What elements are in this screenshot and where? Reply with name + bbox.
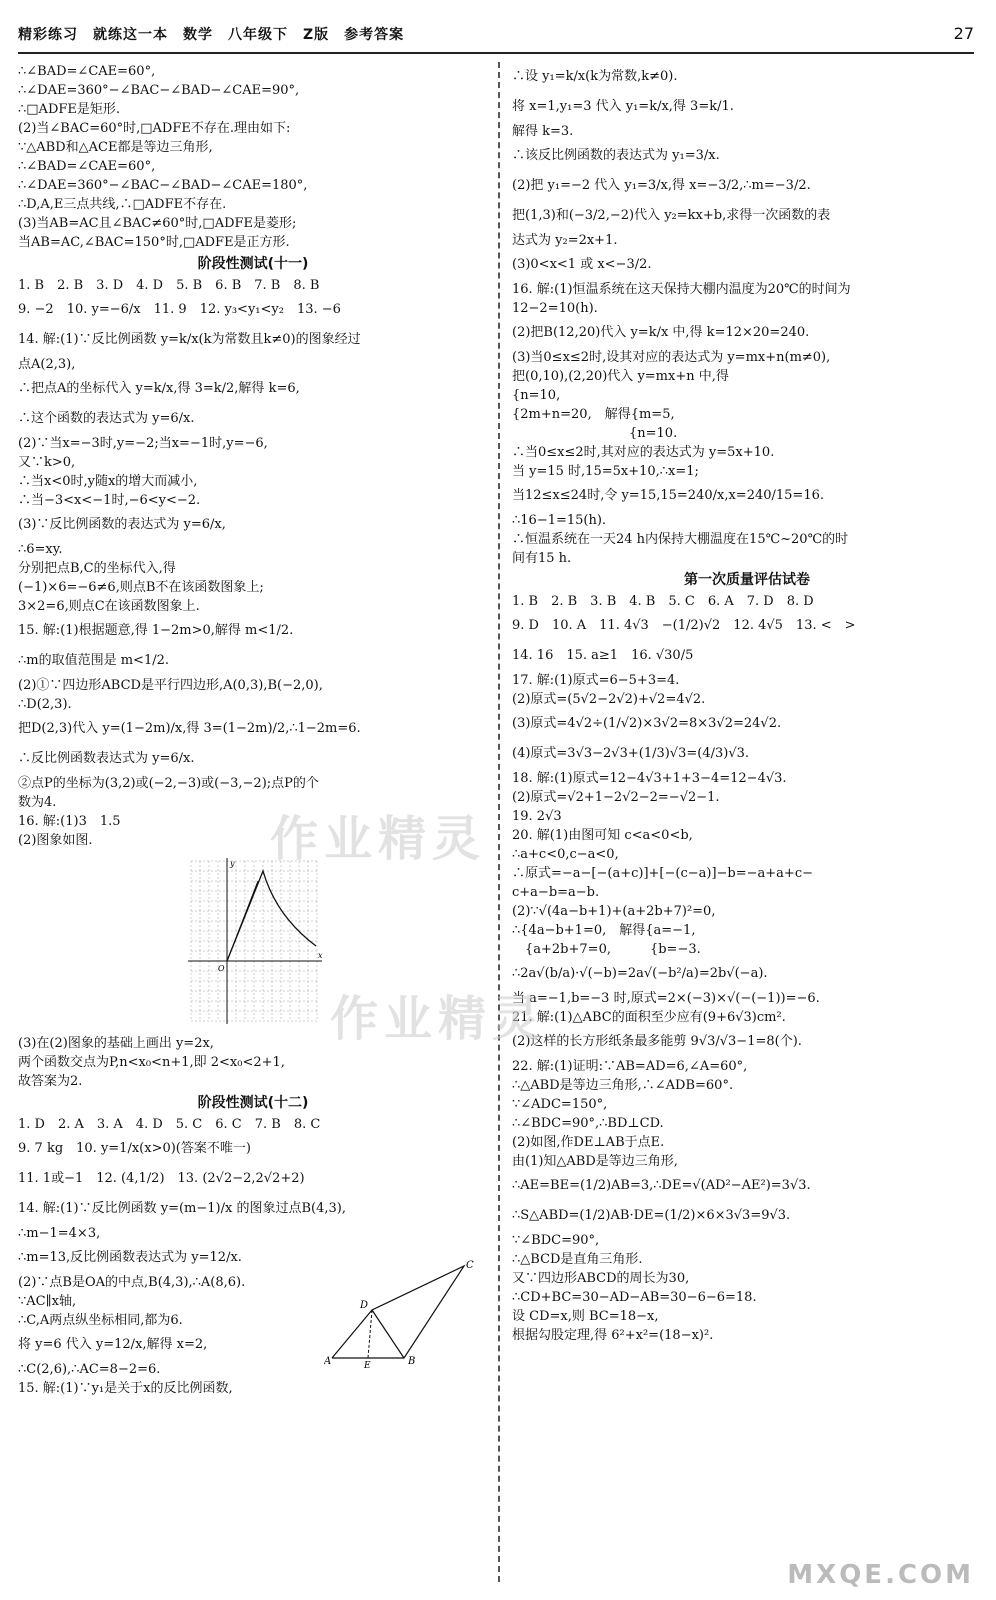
answer-line: ∴∠BAD=∠CAE=60°,	[18, 64, 156, 79]
section-title: 阶段性测试(十二)	[197, 1095, 309, 1111]
answer-line: ∴AE=BE=(1/2)AB=3,∴DE=√(AD²−AE²)=3√3.	[512, 1178, 811, 1193]
answer-line: (2)∵点B是OA的中点,B(4,3),∴A(8,6).	[18, 1275, 246, 1290]
answer-line: ∴m−1=4×3,	[18, 1226, 101, 1241]
answer-line: (4)原式=3√3−2√3+(1/3)√3=(4/3)√3.	[512, 746, 750, 761]
answer-line: (2)把 y₁=−2 代入 y₁=3/x,得 x=−3/2,∴m=−3/2.	[512, 178, 811, 193]
answer-line: ∴6=xy.	[18, 542, 63, 557]
axis-label-y: y	[230, 859, 235, 868]
answer-line: 15. 解:(1)根据题意,得 1−2m>0,解得 m<1/2.	[18, 623, 294, 638]
answer-line: 18. 解:(1)原式=12−4√3+1+3−4=12−4√3.	[512, 771, 787, 786]
answer-line: 将 x=1,y₁=3 代入 y₁=k/x,得 3=k/1.	[512, 99, 734, 114]
answer-line: 9. −2 10. y=−6/x 11. 9 12. y₃<y₁<y₂ 13. −6	[18, 302, 341, 317]
answer-line: (2)∵当x=−3时,y=−2;当x=−1时,y=−6,	[18, 436, 268, 451]
altitude-de	[368, 1310, 372, 1358]
answer-line: 把(0,10),(2,20)代入 y=mx+n 中,得	[512, 369, 729, 384]
answer-line: 间有15 h.	[512, 551, 572, 566]
axis-label-x: x	[318, 951, 323, 960]
section-title: 阶段性测试(十一)	[197, 256, 309, 272]
answer-line: 把D(2,3)代入 y=(1−2m)/x,得 3=(1−2m)/2,∴1−2m=6.	[18, 721, 361, 736]
answer-line: 两个函数交点为P,n<x₀<n+1,即 2<x₀<2+1,	[18, 1055, 285, 1070]
answer-line: {a+2b+7=0, {b=−3.	[512, 942, 701, 957]
answer-line: (3)当AB=AC且∠BAC≠60°时,□ADFE是菱形;	[18, 216, 297, 231]
label-c: C	[466, 1260, 474, 1271]
answer-line: 根据勾股定理,得 6²+x²=(18−x)².	[512, 1328, 714, 1343]
function-graph	[186, 856, 326, 1026]
answer-line: (−1)×6=−6≠6,则点B不在该函数图象上;	[18, 580, 264, 595]
answer-line: ∴CD+BC=30−AD−AB=30−6−6=18.	[512, 1290, 757, 1305]
answer-line: 解得 k=3.	[512, 124, 574, 139]
answer-line: ∴C(2,6),∴AC=8−2=6.	[18, 1362, 161, 1377]
answer-line: 14. 解:(1)∵反比例函数 y=(m−1)/x 的图象过点B(4,3),	[18, 1201, 346, 1216]
answer-line: 9. D 10. A 11. 4√3 −(1/2)√2 12. 4√5 13. < >	[512, 618, 856, 633]
answer-line: 12−2=10(h).	[512, 301, 598, 316]
answer-line: 数为4.	[18, 795, 57, 810]
answer-line: 14. 解:(1)∵反比例函数 y=k/x(k为常数且k≠0)的图象经过	[18, 332, 361, 347]
answer-line: (2)∵√(4a−b+1)+(a+2b+7)²=0,	[512, 904, 716, 919]
answer-line: 20. 解(1)由图可知 c<a<0<b,	[512, 828, 693, 843]
answer-line: 设 CD=x,则 BC=18−x,	[512, 1309, 659, 1324]
answer-line: ∴∠BAD=∠CAE=60°,	[18, 159, 156, 174]
answer-line: (2)这样的长方形纸条最多能剪 9√3/√3−1=8(个).	[512, 1034, 802, 1049]
answer-line: 22. 解:(1)证明:∵AB=AD=6,∠A=60°,	[512, 1059, 748, 1074]
answer-line: (3)0<x<1 或 x<−3/2.	[512, 257, 652, 272]
answer-line: 14. 16 15. a≥1 16. √30/5	[512, 648, 694, 663]
answer-line: ∴∠BDC=90°,∴BD⊥CD.	[512, 1116, 664, 1131]
answer-line: (2)如图,作DE⊥AB于点E.	[512, 1135, 665, 1150]
answer-line: 16. 解:(1)恒温系统在这天保持大棚内温度为20℃的时间为	[512, 282, 851, 297]
answer-line: ∴16−1=15(h).	[512, 513, 607, 528]
answer-line: ∴∠DAE=360°−∠BAC−∠BAD−∠CAE=90°,	[18, 83, 300, 98]
answer-line: (3)在(2)图象的基础上画出 y=2x,	[18, 1036, 214, 1051]
answer-line: ∴把点A的坐标代入 y=k/x,得 3=k/2,解得 k=6,	[18, 381, 300, 396]
answer-line: 将 y=6 代入 y=12/x,解得 x=2,	[18, 1337, 208, 1352]
answer-line: ∴D(2,3).	[18, 697, 72, 712]
answer-line: {n=10,	[512, 388, 561, 403]
answer-line: ②点P的坐标为(3,2)或(−2,−3)或(−3,−2);点P的个	[18, 776, 319, 791]
column-divider	[498, 62, 500, 1582]
answer-line: ∵∠ADC=150°,	[512, 1097, 608, 1112]
answer-line: ∴S△ABD=(1/2)AB·DE=(1/2)×6×3√3=9√3.	[512, 1208, 791, 1223]
answer-line: 16. 解:(1)3 1.5	[18, 814, 121, 829]
answer-line: ∴D,A,E三点共线,∴□ADFE不存在.	[18, 197, 227, 212]
diagonal-bd	[372, 1310, 404, 1358]
label-e: E	[364, 1361, 371, 1368]
quadrilateral-figure	[324, 1258, 474, 1368]
answer-line: ∴当−3<x<−1时,−6<y<−2.	[18, 493, 201, 508]
answer-line: (3)当0≤x≤2时,设其对应的表达式为 y=mx+n(m≠0),	[512, 350, 831, 365]
label-a: A	[324, 1356, 332, 1367]
answer-line: 1. B 2. B 3. B 4. B 5. C 6. A 7. D 8. D	[512, 594, 814, 609]
answer-line: 当 a=−1,b=−3 时,原式=2×(−3)×√(−(−1))=−6.	[512, 991, 820, 1006]
answer-line: 当12≤x≤24时,令 y=15,15=240/x,x=240/15=16.	[512, 488, 824, 503]
answer-line: ∴2a√(b/a)·√(−b)=2a√(−b²/a)=2b√(−a).	[512, 966, 768, 981]
function-curve	[227, 871, 316, 961]
answer-line: 由(1)知△ABD是等边三角形,	[512, 1154, 678, 1169]
book-title: 精彩练习 就练这一本 数学 八年级下 Z版 参考答案	[18, 27, 405, 43]
answer-line: 21. 解:(1)△ABC的面积至少应有(9+6√3)cm².	[512, 1010, 786, 1025]
answer-line: 故答案为2.	[18, 1074, 83, 1089]
answer-line: 又∵四边形ABCD的周长为30,	[512, 1271, 690, 1286]
answer-line: 当AB=AC,∠BAC=150°时,□ADFE是正方形.	[18, 235, 290, 250]
left-column	[18, 62, 488, 1398]
label-d: D	[360, 1300, 369, 1311]
answer-line: ∴∠DAE=360°−∠BAC−∠BAD−∠CAE=180°,	[18, 178, 308, 193]
answer-line: ∴□ADFE是矩形.	[18, 102, 121, 117]
page-header	[18, 14, 974, 54]
label-b: B	[408, 1356, 416, 1367]
answer-line: 11. 1或−1 12. (4,1/2) 13. (2√2−2,2√2+2)	[18, 1171, 305, 1186]
answer-line: 把(1,3)和(−3/2,−2)代入 y₂=kx+b,求得一次函数的表	[512, 208, 831, 223]
answer-line: ∴m=13,反比例函数表达式为 y=12/x.	[18, 1250, 242, 1265]
watermark-text: 作业精灵	[270, 811, 487, 867]
answer-line: ∴当x<0时,y随x的增大而减小,	[18, 474, 198, 489]
answer-line: 17. 解:(1)原式=6−5+3=4.	[512, 673, 680, 688]
figure-outline	[332, 1266, 464, 1358]
page-number: 27	[953, 24, 974, 43]
answer-line: 又∵k>0,	[18, 455, 76, 470]
answer-line: {n=10.	[512, 426, 678, 441]
answer-line: 点A(2,3),	[18, 357, 76, 372]
watermark-site: MXQE.COM	[787, 1560, 974, 1590]
answer-line: ∴△ABD是等边三角形,∴∠ADB=60°.	[512, 1078, 734, 1093]
section-title: 第一次质量评估试卷	[684, 572, 810, 588]
answer-line: (2)把B(12,20)代入 y=k/x 中,得 k=12×20=240.	[512, 325, 810, 340]
answer-line: ∵△ABD和△ACE都是等边三角形,	[18, 140, 213, 155]
answer-line: (3)∵反比例函数的表达式为 y=6/x,	[18, 517, 226, 532]
answer-line: ∴m的取值范围是 m<1/2.	[18, 653, 170, 668]
answer-line: 19. 2√3	[512, 809, 562, 824]
answer-line: (2)图象如图.	[18, 833, 93, 848]
answer-line: 15. 解:(1)∵y₁是关于x的反比例函数,	[18, 1381, 233, 1396]
watermark-text-2: 作业精灵	[330, 991, 547, 1047]
answer-line: (2)当∠BAC=60°时,□ADFE不存在.理由如下:	[18, 121, 291, 136]
answer-line: ∴恒温系统在一天24 h内保持大棚温度在15℃~20℃的时	[512, 532, 849, 547]
answer-line: ∴设 y₁=k/x(k为常数,k≠0).	[512, 69, 678, 84]
right-column	[512, 62, 982, 1345]
answer-line: (2)原式=(5√2−2√2)+√2=4√2.	[512, 692, 706, 707]
axis-label-o: O	[218, 964, 225, 973]
answer-line: ∴△BCD是直角三角形.	[512, 1252, 643, 1267]
answer-line: 达式为 y₂=2x+1.	[512, 233, 618, 248]
answer-line: {2m+n=20, 解得{m=5,	[512, 407, 675, 422]
answer-line: 9. 7 kg 10. y=1/x(x>0)(答案不唯一)	[18, 1141, 251, 1156]
answer-line: ∴这个函数的表达式为 y=6/x.	[18, 411, 195, 426]
answer-line: ∴该反比例函数的表达式为 y₁=3/x.	[512, 148, 720, 163]
answer-line: ∴反比例函数表达式为 y=6/x.	[18, 751, 195, 766]
answer-line: c+a−b=a−b.	[512, 885, 600, 900]
answer-line: 3×2=6,则点C在该函数图象上.	[18, 599, 200, 614]
answer-line: ∴原式=−a−[−(a+c)]+[−(c−a)]−b=−a+a+c−	[512, 866, 813, 881]
answer-line: ∴C,A两点纵坐标相同,都为6.	[18, 1313, 183, 1328]
answer-line: ∴a+c<0,c−a<0,	[512, 847, 619, 862]
answer-line: ∵∠BDC=90°,	[512, 1233, 600, 1248]
answer-line: ∴{4a−b+1=0, 解得{a=−1,	[512, 923, 696, 938]
answer-line: 分别把点B,C的坐标代入,得	[18, 561, 176, 576]
answer-line: 1. D 2. A 3. A 4. D 5. C 6. C 7. B 8. C	[18, 1117, 321, 1132]
answer-line: ∵AC∥x轴,	[18, 1294, 77, 1309]
answer-line: (2)原式=√2+1−2√2−2=−√2−1.	[512, 790, 720, 805]
answer-line: 当 y=15 时,15=5x+10,∴x=1;	[512, 464, 699, 479]
answer-line: (2)①∵四边形ABCD是平行四边形,A(0,3),B(−2,0),	[18, 678, 323, 693]
answer-line: (3)原式=4√2÷(1/√2)×3√2=8×3√2=24√2.	[512, 716, 782, 731]
answer-line: 1. B 2. B 3. D 4. D 5. B 6. B 7. B 8. B	[18, 278, 320, 293]
answer-line: ∴当0≤x≤2时,其对应的表达式为 y=5x+10.	[512, 445, 775, 460]
